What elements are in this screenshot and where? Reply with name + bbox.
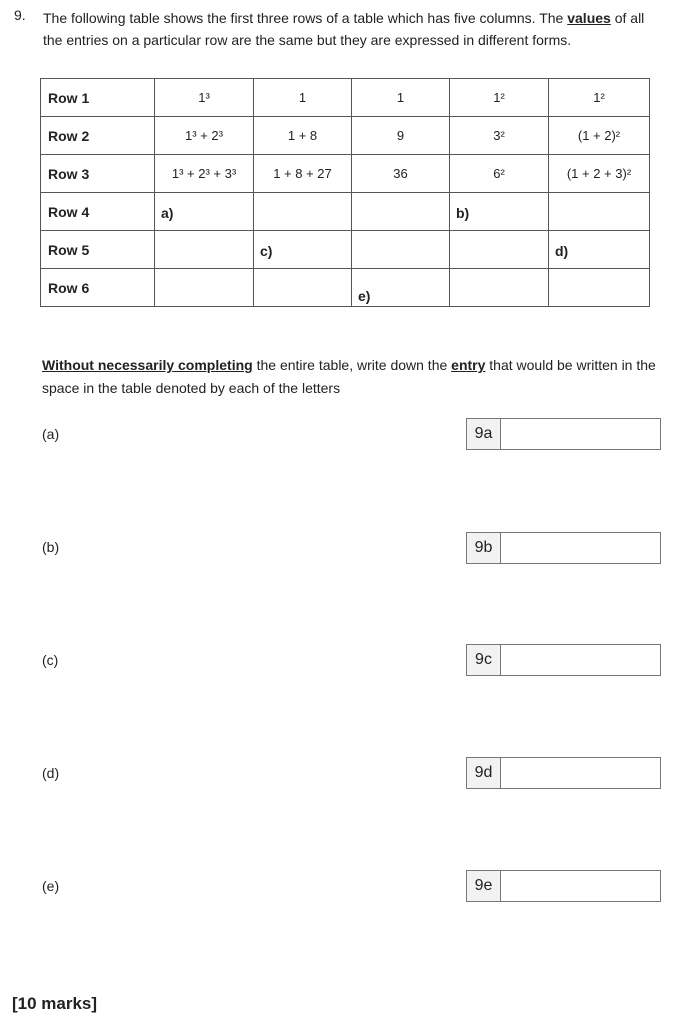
instruction-text-1: the entire table, write down the	[252, 357, 452, 373]
answer-field-9a[interactable]	[501, 419, 660, 449]
table-cell: 1²	[549, 79, 650, 117]
table-cell: (1 + 2)²	[549, 117, 650, 155]
table-cell	[450, 269, 549, 307]
blank-label-e: e)	[358, 288, 371, 304]
table-cell	[254, 193, 352, 231]
part-label-b: (b)	[42, 539, 60, 555]
answer-box-9c	[466, 644, 661, 676]
answer-code: 9b	[467, 533, 501, 563]
answer-code: 9e	[467, 871, 501, 901]
table-row	[41, 269, 650, 307]
row-label: Row 4	[41, 193, 155, 231]
blank-label-a: a)	[161, 205, 174, 221]
table-cell	[352, 231, 450, 269]
table-cell: 1	[254, 79, 352, 117]
table-cell-a	[155, 193, 254, 231]
table-cell	[254, 269, 352, 307]
row-label: Row 3	[41, 155, 155, 193]
table-cell: 9	[352, 117, 450, 155]
row-label: Row 1	[41, 79, 155, 117]
part-label-a: (a)	[42, 426, 60, 442]
blank-label-c: c)	[260, 243, 273, 259]
answer-field-9d[interactable]	[501, 758, 660, 788]
answer-code: 9d	[467, 758, 501, 788]
table-cell: 1²	[450, 79, 549, 117]
answer-box-9e	[466, 870, 661, 902]
table-cell: 1³ + 2³ + 3³	[155, 155, 254, 193]
instruction-text	[42, 354, 662, 400]
table-cell	[155, 269, 254, 307]
table-cell: 1	[352, 79, 450, 117]
table-cell: 6²	[450, 155, 549, 193]
answer-field-9e[interactable]	[501, 871, 660, 901]
table-cell	[450, 231, 549, 269]
intro-text-1: The following table shows the first three rows of a table which has five columns. The	[43, 10, 568, 26]
table-cell: 3²	[450, 117, 549, 155]
answer-field-9b[interactable]	[501, 533, 660, 563]
table-cell: 1 + 8	[254, 117, 352, 155]
values-table	[40, 78, 650, 307]
table-row	[41, 117, 650, 155]
table-cell: 1³ + 2³	[155, 117, 254, 155]
table-cell: 36	[352, 155, 450, 193]
blank-label-b: b)	[456, 205, 470, 221]
part-label-e: (e)	[42, 878, 60, 894]
instruction-emphasis-1: Without necessarily completing	[42, 357, 253, 373]
table-cell-c	[254, 231, 352, 269]
blank-label-d: d)	[555, 243, 569, 259]
instruction-emphasis-2: entry	[451, 357, 486, 373]
answer-code: 9a	[467, 419, 501, 449]
answer-box-9d	[466, 757, 661, 789]
part-label-c: (c)	[42, 652, 59, 668]
table-row	[41, 231, 650, 269]
table-row	[41, 193, 650, 231]
instruction-text-2: that would be written in the space in the table denoted by each of the letters	[42, 357, 656, 396]
table-cell	[549, 269, 650, 307]
part-label-d: (d)	[42, 765, 60, 781]
question-intro	[43, 7, 663, 51]
row-label: Row 6	[41, 269, 155, 307]
table-cell-e	[352, 269, 450, 307]
table-cell	[352, 193, 450, 231]
answer-field-9c[interactable]	[501, 645, 660, 675]
answer-box-9b	[466, 532, 661, 564]
table-cell: 1 + 8 + 27	[254, 155, 352, 193]
table-row	[41, 79, 650, 117]
marks-total: [10 marks]	[12, 994, 98, 1013]
table-cell: 1³	[155, 79, 254, 117]
table-row	[41, 155, 650, 193]
question-number: 9.	[14, 7, 26, 23]
table-cell	[155, 231, 254, 269]
row-label: Row 5	[41, 231, 155, 269]
answer-box-9a	[466, 418, 661, 450]
intro-values-emphasis: values	[567, 10, 611, 26]
table-cell-d	[549, 231, 650, 269]
answer-code: 9c	[467, 645, 501, 675]
intro-text-2: of all the entries on a particular row are the same but they are expressed in different forms.	[43, 10, 645, 48]
table-cell: (1 + 2 + 3)²	[549, 155, 650, 193]
table-cell	[549, 193, 650, 231]
table-cell-b	[450, 193, 549, 231]
row-label: Row 2	[41, 117, 155, 155]
